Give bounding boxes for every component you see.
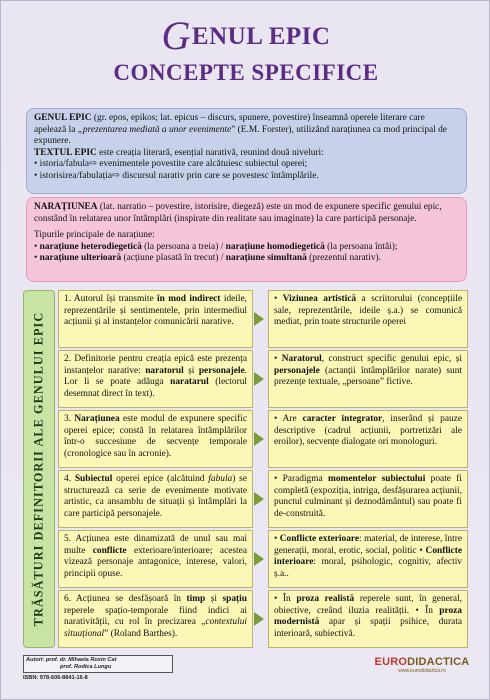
trait-4-left: 4. Subiectul operei epice (alcătuind fabula) se structurează ca serie de evenimente motivate artistic, ca ansamblu de situații și întâmplări la care participă personajele. (58, 470, 253, 528)
trait-1-right: • Viziunea artistică a scriitorului (concepțiile sale, reprezentările, ideile ș.a.) se comunică mediat, prin toate structurile operei (268, 290, 468, 348)
trait-6-left: 6. Acțiunea se desfășoară în timp și spațiu reperele spațio-temporale fiind indici ai narativității, cu rol în precizarea „contextului situațional” (Roland Barthes). (58, 590, 253, 648)
types-title: Tipurile principale de narațiune: (34, 230, 155, 241)
genul-epic-definition: GENUL EPIC (gr. epos, epikos; lat. epicus – discurs, spunere, povestire) înseamnă operele literare care apelează la „prezentarea mediată a unor evenimente” (E.M. Forster), utilizând narațiunea ca mod principal de expunere. (34, 113, 447, 147)
publisher-logo (367, 656, 477, 674)
trait-2-left: 2. Definitorie pentru creația epică este prezența instanțelor narative: naratorul și personajele. Lor li se poate adăuga naratarul (lectorul desemnat direct în text). (58, 350, 253, 408)
authors-block (23, 655, 173, 682)
trait-row-1 (58, 290, 468, 348)
trait-3-left: 3. Narațiunea este modul de expunere specific operei epice; constă în relatarea întâmplărilor într-o succesiune de secvențe temporale (cronologice sau în acronie). (58, 410, 253, 468)
page-title (1, 13, 490, 88)
trait-2-right: • Naratorul, construct specific genului epic, și personajele (actanții întâmplărilor narate) sunt prezențe textuale, „persoane” fictive. (268, 350, 468, 408)
type-item-2: • narațiune ulterioară (acțiune plasată în trecut) / narațiune simultană (prezentul narativ). (34, 253, 381, 264)
genul-epic-box (26, 108, 467, 194)
trait-6-right: • În proza realistă reperele sunt, în general, obiective, creând iluzia realității. • În proza modernistă apar și spații psihice, durata interioară, subiectivă. (268, 590, 468, 648)
trait-5-left: 5. Acțiunea este dinamizată de unul sau mai multe conflicte exterioare/interioare; acestea vizează personaje antagonice, interese, valori, principii opuse. (58, 530, 253, 588)
trait-4-right: • Paradigma momentelor subiectului poate fi completă (expozițiа, intriga, desfășurarea acțiunii, punctul culminant și deznodământul) sau poate fi de-construită. (268, 470, 468, 528)
trait-3-right: • Are caracter integrator, inserând și pauze descriptive (cadrul acțiunii, portretizări ale eroilor), secvențe dialogate ori monologuri. (268, 410, 468, 468)
title-line-2: CONCEPTE SPECIFICE (113, 60, 379, 85)
trait-row-6 (58, 590, 468, 648)
trait-row-3 (58, 410, 468, 468)
authors-box (23, 655, 173, 673)
side-label-banner (23, 290, 55, 648)
trait-row-4 (58, 470, 468, 528)
naratiunea-box (26, 197, 467, 282)
textul-epic-definition: TEXTUL EPIC este creația literară, esențial narativă, reunind două niveluri: (34, 147, 324, 158)
arrow-right-icon (254, 492, 264, 506)
trait-row-2 (58, 350, 468, 408)
trait-row-5 (58, 530, 468, 588)
type-item-1: • narațiune heterodiegetică (la persoana a treia) / narațiune homodiegetică (la persoana întâi); (34, 241, 398, 252)
trait-1-left: 1. Autorul își transmite în mod indirect ideile, reprezentările și sentimentele, prin intermediul acțiunii și al instanțelor comunicării narative. (58, 290, 253, 348)
level-istoria: • istoria/fabula⇨ evenimentele povestite care alcătuiesc subiectul operei; (34, 159, 308, 170)
arrow-right-icon (254, 312, 264, 326)
publisher-logo-mark: EURODIDACTICA (374, 656, 470, 668)
arrow-right-icon (254, 432, 264, 446)
isbn: ISBN: 978-606-8841-16-8 (23, 675, 88, 681)
arrow-right-icon (254, 552, 264, 566)
arrow-right-icon (254, 612, 264, 626)
publisher-url: www.eurodidactica.ro (398, 668, 446, 674)
side-label-text: TRĂSĂTURI DEFINITORII ALE GENULUI EPIC (31, 311, 46, 627)
naratiunea-definition: NARAȚIUNEA (lat. narratio – povestire, istorisire, diegeză) este un mod de expunere specific genului epic, constând în relatarea unor întâmplări (inspirate din realitate sau imaginate) la care participă personaje. (34, 202, 442, 224)
authors-line-2: prof. Rodica Lungu (60, 664, 112, 670)
arrow-right-icon (254, 372, 264, 386)
level-istorisirea: • istorisirea/fabulația⇨ discursul narativ prin care se povestesc întâmplările. (34, 170, 319, 181)
authors-line-1: Autori: prof. dr. Mihaela Roxin Cat (26, 657, 117, 663)
title-line-1: GENUL EPIC (161, 13, 331, 58)
trait-5-right: • Conflicte exterioare: material, de interese, între generații, moral, erotic, social, politic • Conflicte interioare: moral, psihologic, cognitiv, afectiv ș.a.. (268, 530, 468, 588)
